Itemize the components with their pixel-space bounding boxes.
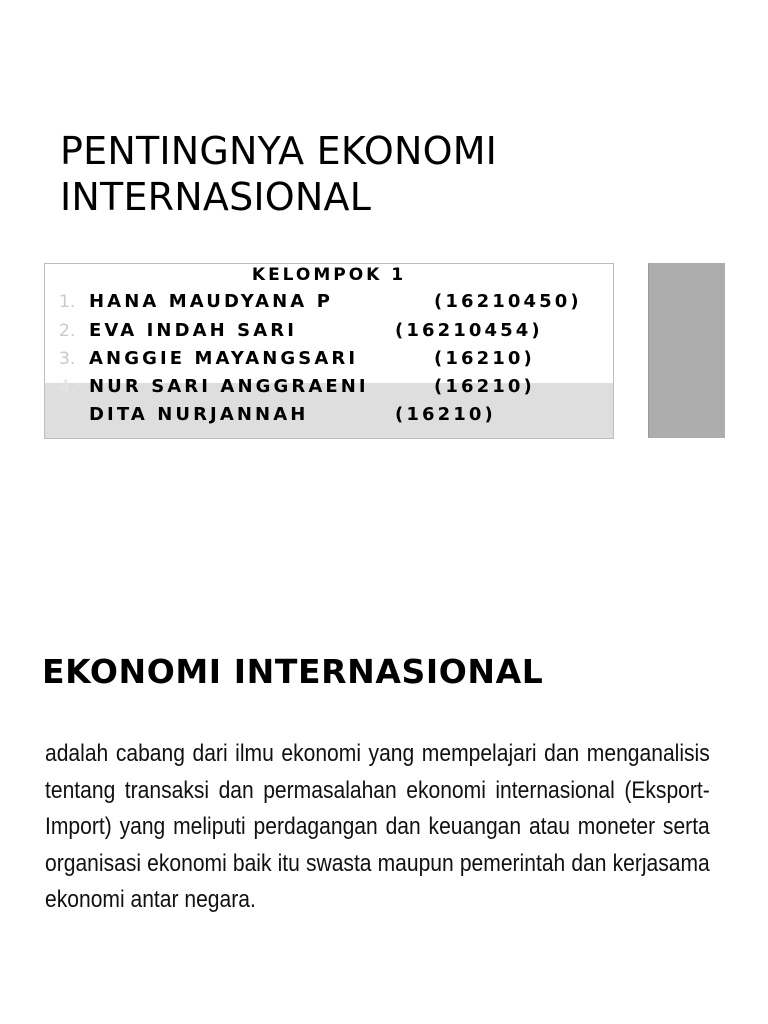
member-number: 1. xyxy=(59,292,76,312)
member-id: (16210450) xyxy=(434,291,582,312)
group-title: KELOMPOK 1 xyxy=(251,265,407,285)
member-item xyxy=(59,402,496,428)
member-item xyxy=(59,318,543,344)
member-number: 2. xyxy=(59,321,76,341)
group-members-box xyxy=(44,263,614,439)
member-name: ANGGIE MAYANGSARI xyxy=(89,348,359,369)
slide-2 xyxy=(0,512,768,1024)
member-id: (16210454) xyxy=(395,320,543,341)
decorative-gray-block xyxy=(648,263,725,438)
member-item xyxy=(59,346,535,372)
member-number: 4. xyxy=(59,377,76,397)
member-id: (16210) xyxy=(434,376,535,397)
section-heading: EKONOMI INTERNASIONAL xyxy=(42,652,544,691)
member-item xyxy=(59,374,535,400)
member-name: EVA INDAH SARI xyxy=(89,320,298,341)
slide-title xyxy=(60,128,660,220)
member-name: HANA MAUDYANA P xyxy=(89,291,333,312)
definition-paragraph: adalah cabang dari ilmu ekonomi yang mempelajari dan menganalisis tentang transaksi dan permasalahan ekonomi internasional (Eksport-Import) yang meliputi perdagangan dan keuangan atau moneter serta organisasi ekonomi baik itu swasta maupun pemerintah dan kerjasama ekonomi antar negara. xyxy=(45,740,710,914)
member-id: (16210) xyxy=(434,348,535,369)
member-number: 3. xyxy=(59,349,76,369)
title-line-2: INTERNASIONAL xyxy=(60,175,372,219)
member-name: DITA NURJANNAH xyxy=(89,404,309,425)
member-item xyxy=(59,289,582,315)
member-name: NUR SARI ANGGRAENI xyxy=(89,376,369,397)
title-line-1: PENTINGNYA EKONOMI xyxy=(60,129,498,173)
member-id: (16210) xyxy=(395,404,496,425)
